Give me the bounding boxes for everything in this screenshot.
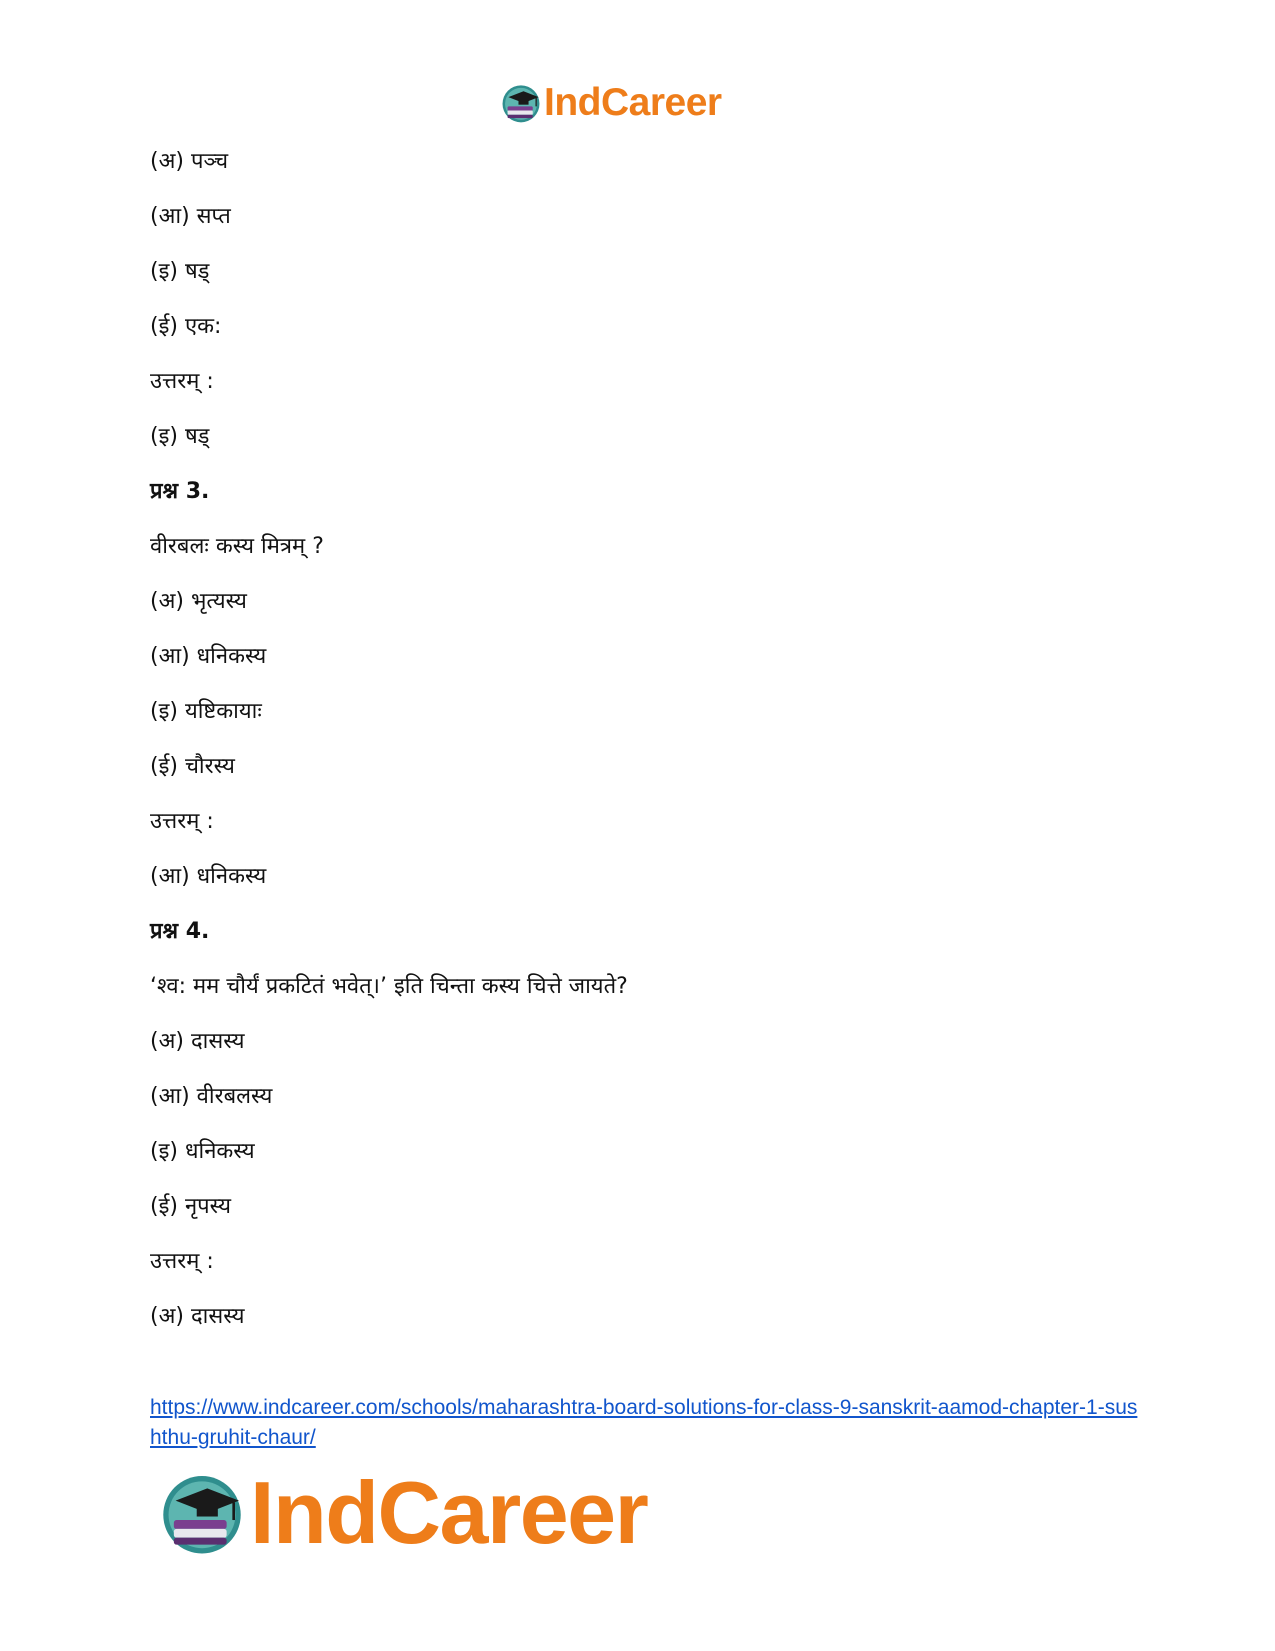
text-line: उत्तरम् :	[150, 1249, 214, 1274]
question-heading: प्रश्न 4.	[150, 919, 210, 944]
text-line: (अ) दासस्य	[150, 1029, 245, 1054]
header-logo	[500, 78, 722, 128]
graduation-book-globe-icon	[500, 82, 542, 124]
footer-logo	[158, 1465, 647, 1561]
text-line: ‘श्व: मम चौर्यं प्रकटितं भवेत्।’ इति चिन्ता कस्य चित्ते जायते?	[150, 974, 628, 999]
source-link[interactable]: https://www.indcareer.com/schools/maharashtra-board-solutions-for-class-9-sanskrit-aamod-chapter-1-sushthu-gruhit-chaur/	[150, 1396, 1138, 1449]
text-line: (आ) धनिकस्य	[150, 864, 267, 889]
question-heading: प्रश्न 3.	[150, 479, 210, 504]
text-line: (आ) धनिकस्य	[150, 644, 267, 669]
document-body	[150, 145, 1150, 1355]
text-line: (इ) यष्टिकायाः	[150, 699, 262, 724]
text-line: (अ) दासस्य	[150, 1304, 245, 1329]
text-line: (आ) सप्त	[150, 204, 231, 229]
text-line: (इ) षड्	[150, 259, 210, 284]
logo-wordmark: IndCareer	[250, 1463, 648, 1562]
text-line: वीरबलः कस्य मित्रम् ?	[150, 534, 324, 559]
graduation-book-globe-icon	[158, 1469, 246, 1557]
text-line: (ई) चौरस्य	[150, 754, 235, 779]
text-line: उत्तरम् :	[150, 809, 214, 834]
text-line: (आ) वीरबलस्य	[150, 1084, 273, 1109]
text-line: उत्तरम् :	[150, 369, 214, 394]
logo-wordmark: IndCareer	[544, 81, 722, 124]
text-line: (ई) नृपस्य	[150, 1194, 231, 1219]
text-line: (ई) एक:	[150, 314, 222, 339]
text-line: (इ) धनिकस्य	[150, 1139, 255, 1164]
text-line: (इ) षड्	[150, 424, 210, 449]
text-line: (अ) भृत्यस्य	[150, 589, 247, 614]
text-line: (अ) पञ्च	[150, 149, 229, 174]
